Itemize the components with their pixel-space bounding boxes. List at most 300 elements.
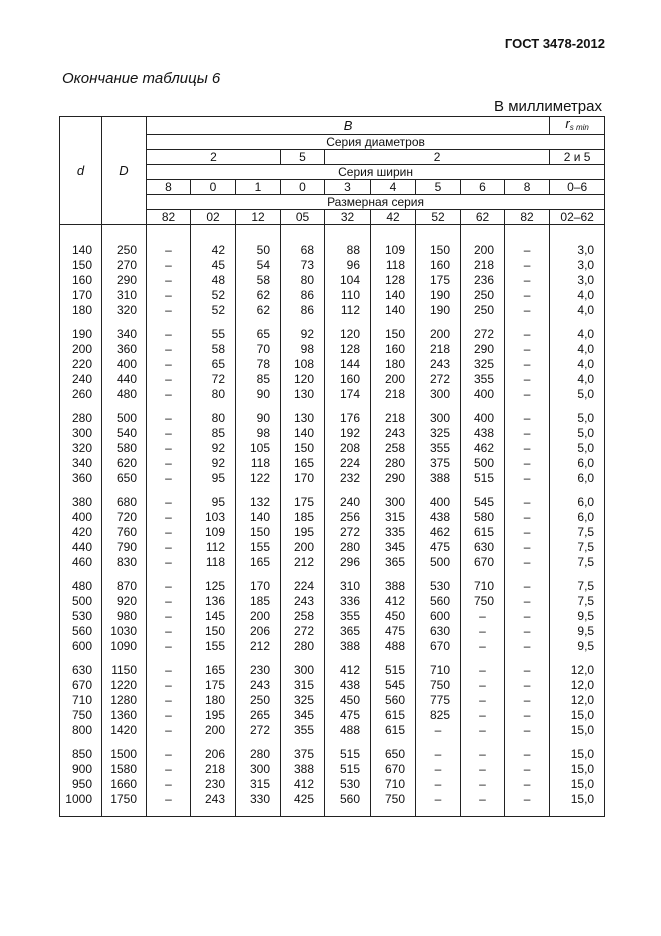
table-cell: 388 xyxy=(281,762,325,777)
table-cell: 345 xyxy=(371,540,416,555)
table-cell: 480 xyxy=(102,387,147,402)
table-cell: 412 xyxy=(325,663,371,678)
table-cell: 680 xyxy=(102,495,147,510)
table-cell: 136 xyxy=(191,594,236,609)
table-cell: 450 xyxy=(371,609,416,624)
table-cell: 315 xyxy=(281,678,325,693)
spacer-cell xyxy=(102,318,147,327)
table-cell: – xyxy=(505,663,550,678)
table-cell: 750 xyxy=(60,708,102,723)
table-cell: 340 xyxy=(102,327,147,342)
table-cell: 176 xyxy=(325,411,371,426)
group-spacer xyxy=(60,807,605,817)
table-cell: 4,0 xyxy=(550,288,605,303)
table-cell: – xyxy=(461,693,505,708)
table-cell: 250 xyxy=(461,288,505,303)
spacer-cell xyxy=(60,318,102,327)
spacer-cell xyxy=(102,402,147,411)
table-cell: 400 xyxy=(102,357,147,372)
table-cell: – xyxy=(147,663,191,678)
table-cell: 300 xyxy=(371,495,416,510)
group-spacer xyxy=(60,570,605,579)
table-cell: – xyxy=(505,594,550,609)
width-series-cell: 1 xyxy=(236,180,281,195)
table-cell: 260 xyxy=(60,387,102,402)
table-row xyxy=(60,609,605,624)
table-cell: 438 xyxy=(325,678,371,693)
table-cell: 80 xyxy=(191,387,236,402)
spacer-cell xyxy=(371,486,416,495)
spacer-cell xyxy=(102,738,147,747)
spacer-cell xyxy=(550,654,605,663)
table-row xyxy=(60,762,605,777)
table-cell: 192 xyxy=(325,426,371,441)
table-cell: – xyxy=(147,624,191,639)
table-cell: – xyxy=(505,327,550,342)
table-cell: – xyxy=(461,663,505,678)
table-row xyxy=(60,495,605,510)
table-row xyxy=(60,387,605,402)
table-cell: 160 xyxy=(325,372,371,387)
table-cell: – xyxy=(505,243,550,258)
table-cell: 3,0 xyxy=(550,258,605,273)
table-cell: – xyxy=(505,342,550,357)
spacer-cell xyxy=(325,225,371,235)
table-cell: 195 xyxy=(191,708,236,723)
group-spacer xyxy=(60,486,605,495)
spacer-cell xyxy=(236,318,281,327)
table-cell: – xyxy=(147,594,191,609)
table-cell: 236 xyxy=(461,273,505,288)
table-cell: 208 xyxy=(325,441,371,456)
table-cell: 85 xyxy=(191,426,236,441)
dimension-series-cell: 52 xyxy=(416,210,461,225)
table-cell: 230 xyxy=(191,777,236,792)
dimension-series-cell: 02 xyxy=(191,210,236,225)
table-cell: 800 xyxy=(60,723,102,738)
table-cell: 460 xyxy=(60,555,102,570)
table-cell: 256 xyxy=(325,510,371,525)
table-cell: 280 xyxy=(371,456,416,471)
spacer-cell xyxy=(191,402,236,411)
table-cell: – xyxy=(147,555,191,570)
table-cell: 340 xyxy=(60,456,102,471)
table-cell: 400 xyxy=(60,510,102,525)
table-cell: 218 xyxy=(416,342,461,357)
table-cell: – xyxy=(505,471,550,486)
spacer-cell xyxy=(505,654,550,663)
spacer-cell xyxy=(147,486,191,495)
table-cell: – xyxy=(147,327,191,342)
table-cell: 155 xyxy=(236,540,281,555)
spacer-cell xyxy=(102,234,147,243)
spacer-cell xyxy=(236,807,281,817)
table-cell: 650 xyxy=(102,471,147,486)
table-cell: 5,0 xyxy=(550,411,605,426)
dimension-series-cell: 32 xyxy=(325,210,371,225)
table-cell: 560 xyxy=(325,792,371,807)
table-cell: 440 xyxy=(60,540,102,555)
table-cell: – xyxy=(147,357,191,372)
table-cell: – xyxy=(147,792,191,807)
dimension-series-cell: 05 xyxy=(281,210,325,225)
group-spacer xyxy=(60,654,605,663)
group-spacer xyxy=(60,225,605,235)
spacer-cell xyxy=(191,654,236,663)
width-series-cell: 3 xyxy=(325,180,371,195)
table-cell: 300 xyxy=(60,426,102,441)
table-cell: 950 xyxy=(60,777,102,792)
table-cell: 272 xyxy=(461,327,505,342)
col-header-B: B xyxy=(147,117,550,135)
table-cell: – xyxy=(505,273,550,288)
table-cell: 1420 xyxy=(102,723,147,738)
spacer-cell xyxy=(191,486,236,495)
table-cell: 95 xyxy=(191,495,236,510)
table-cell: 450 xyxy=(325,693,371,708)
table-cell: 190 xyxy=(416,288,461,303)
table-cell: 1500 xyxy=(102,747,147,762)
table-cell: 15,0 xyxy=(550,723,605,738)
table-cell: 212 xyxy=(281,555,325,570)
table-cell: 300 xyxy=(281,663,325,678)
table-cell: – xyxy=(147,708,191,723)
table-cell: – xyxy=(505,387,550,402)
table-cell: – xyxy=(505,303,550,318)
table-cell: 710 xyxy=(60,693,102,708)
table-cell: 296 xyxy=(325,555,371,570)
spacer-cell xyxy=(416,234,461,243)
table-cell: – xyxy=(505,510,550,525)
table-cell: 70 xyxy=(236,342,281,357)
table-cell: 630 xyxy=(416,624,461,639)
spacer-cell xyxy=(147,402,191,411)
table-cell: – xyxy=(505,357,550,372)
spacer-cell xyxy=(60,225,102,235)
table-cell: 4,0 xyxy=(550,342,605,357)
width-series-cell: 4 xyxy=(371,180,416,195)
table-cell: 125 xyxy=(191,579,236,594)
spacer-cell xyxy=(191,738,236,747)
spacer-cell xyxy=(147,318,191,327)
table-cell: 80 xyxy=(191,411,236,426)
table-cell: – xyxy=(461,624,505,639)
table-cell: 310 xyxy=(325,579,371,594)
table-row xyxy=(60,555,605,570)
table-cell: 670 xyxy=(461,555,505,570)
table-cell: 150 xyxy=(281,441,325,456)
table-cell: – xyxy=(147,387,191,402)
group-spacer xyxy=(60,402,605,411)
table-cell: – xyxy=(505,693,550,708)
spacer-cell xyxy=(461,654,505,663)
spacer-cell xyxy=(60,807,102,817)
table-row xyxy=(60,525,605,540)
table-cell: – xyxy=(147,525,191,540)
table-cell: 230 xyxy=(236,663,281,678)
table-cell: – xyxy=(461,747,505,762)
spacer-cell xyxy=(60,402,102,411)
table-cell: 530 xyxy=(325,777,371,792)
spacer-cell xyxy=(461,225,505,235)
units-note: В миллиметрах xyxy=(494,98,602,115)
spacer-cell xyxy=(325,234,371,243)
table-body xyxy=(60,225,605,817)
spacer-cell xyxy=(416,318,461,327)
table-cell: 270 xyxy=(102,258,147,273)
table-cell: 6,0 xyxy=(550,456,605,471)
table-cell: 325 xyxy=(461,357,505,372)
table-cell: 545 xyxy=(461,495,505,510)
col-header-D: D xyxy=(102,117,147,225)
spacer-cell xyxy=(191,807,236,817)
table-cell: 48 xyxy=(191,273,236,288)
spacer-cell xyxy=(147,234,191,243)
table-cell: 1090 xyxy=(102,639,147,654)
table-cell: – xyxy=(461,639,505,654)
table-cell: 750 xyxy=(416,678,461,693)
spacer-cell xyxy=(236,402,281,411)
table-cell: – xyxy=(147,609,191,624)
table-cell: 388 xyxy=(416,471,461,486)
table-cell: 545 xyxy=(371,678,416,693)
group-spacer xyxy=(60,234,605,243)
spacer-cell xyxy=(371,738,416,747)
spacer-cell xyxy=(505,486,550,495)
table-cell: 86 xyxy=(281,303,325,318)
spacer-cell xyxy=(505,234,550,243)
spacer-cell xyxy=(325,807,371,817)
table-cell: 150 xyxy=(371,327,416,342)
table-cell: 7,5 xyxy=(550,594,605,609)
table-cell: 462 xyxy=(461,441,505,456)
spacer-cell xyxy=(416,738,461,747)
table-cell: 325 xyxy=(416,426,461,441)
table-cell: 12,0 xyxy=(550,678,605,693)
spacer-cell xyxy=(281,225,325,235)
table-cell: 300 xyxy=(416,411,461,426)
table-cell: 4,0 xyxy=(550,303,605,318)
table-cell: 870 xyxy=(102,579,147,594)
table-cell: 380 xyxy=(60,495,102,510)
table-cell: 355 xyxy=(281,723,325,738)
table-cell: 375 xyxy=(281,747,325,762)
table-cell: – xyxy=(505,609,550,624)
table-cell: 615 xyxy=(371,723,416,738)
table-cell: 7,5 xyxy=(550,540,605,555)
width-series-cell: 5 xyxy=(416,180,461,195)
table-cell: 300 xyxy=(236,762,281,777)
table-cell: 108 xyxy=(281,357,325,372)
dimensions-table xyxy=(59,116,605,817)
table-cell: 130 xyxy=(281,387,325,402)
table-cell: – xyxy=(147,639,191,654)
table-cell: 290 xyxy=(371,471,416,486)
table-cell: 62 xyxy=(236,288,281,303)
table-cell: 488 xyxy=(371,639,416,654)
table-cell: 175 xyxy=(416,273,461,288)
spacer-cell xyxy=(325,570,371,579)
spacer-cell xyxy=(461,486,505,495)
diameter-series-cell: 2 xyxy=(325,150,550,165)
table-row xyxy=(60,708,605,723)
table-cell: 5,0 xyxy=(550,387,605,402)
table-cell: 320 xyxy=(102,303,147,318)
width-series-cell: 6 xyxy=(461,180,505,195)
spacer-cell xyxy=(550,738,605,747)
spacer-cell xyxy=(60,234,102,243)
table-cell: 92 xyxy=(191,441,236,456)
table-cell: 150 xyxy=(236,525,281,540)
table-row xyxy=(60,792,605,807)
table-cell: 120 xyxy=(281,372,325,387)
table-cell: 160 xyxy=(371,342,416,357)
table-cell: – xyxy=(147,303,191,318)
table-cell: 15,0 xyxy=(550,747,605,762)
spacer-cell xyxy=(461,234,505,243)
table-cell: 850 xyxy=(60,747,102,762)
table-cell: 224 xyxy=(281,579,325,594)
table-cell: 120 xyxy=(325,327,371,342)
table-cell: 58 xyxy=(236,273,281,288)
table-cell: 670 xyxy=(416,639,461,654)
table-cell: 15,0 xyxy=(550,708,605,723)
table-cell: 52 xyxy=(191,288,236,303)
spacer-cell xyxy=(236,738,281,747)
table-cell: – xyxy=(505,723,550,738)
spacer-cell xyxy=(102,807,147,817)
table-cell: 6,0 xyxy=(550,471,605,486)
table-cell: 615 xyxy=(461,525,505,540)
spacer-cell xyxy=(236,234,281,243)
table-cell: 170 xyxy=(281,471,325,486)
spacer-cell xyxy=(147,807,191,817)
table-cell: 175 xyxy=(191,678,236,693)
spacer-cell xyxy=(461,807,505,817)
table-cell: – xyxy=(505,426,550,441)
table-cell: – xyxy=(461,708,505,723)
table-cell: 110 xyxy=(325,288,371,303)
table-cell: 105 xyxy=(236,441,281,456)
spacer-cell xyxy=(371,654,416,663)
spacer-cell xyxy=(236,225,281,235)
table-row xyxy=(60,456,605,471)
table-cell: 1030 xyxy=(102,624,147,639)
table-row xyxy=(60,594,605,609)
table-cell: 250 xyxy=(102,243,147,258)
table-cell: 515 xyxy=(325,762,371,777)
table-cell: – xyxy=(147,258,191,273)
table-cell: 90 xyxy=(236,387,281,402)
spacer-cell xyxy=(325,318,371,327)
table-cell: 500 xyxy=(461,456,505,471)
spacer-cell xyxy=(236,570,281,579)
table-cell: 1280 xyxy=(102,693,147,708)
dimension-series-cell: 82 xyxy=(147,210,191,225)
table-row xyxy=(60,777,605,792)
table-cell: 200 xyxy=(60,342,102,357)
table-cell: – xyxy=(147,342,191,357)
table-cell: 128 xyxy=(325,342,371,357)
table-cell: 145 xyxy=(191,609,236,624)
spacer-cell xyxy=(281,738,325,747)
table-cell: – xyxy=(147,243,191,258)
width-series-cell: 0 xyxy=(191,180,236,195)
table-cell: 720 xyxy=(102,510,147,525)
table-cell: 9,5 xyxy=(550,609,605,624)
table-cell: 109 xyxy=(371,243,416,258)
table-cell: 62 xyxy=(236,303,281,318)
table-cell: 530 xyxy=(416,579,461,594)
table-cell: – xyxy=(505,258,550,273)
table-row xyxy=(60,357,605,372)
table-cell: – xyxy=(505,624,550,639)
table-cell: 560 xyxy=(60,624,102,639)
table-cell: 412 xyxy=(281,777,325,792)
table-header xyxy=(60,117,605,225)
table-cell: 88 xyxy=(325,243,371,258)
table-cell: 280 xyxy=(281,639,325,654)
table-cell: 750 xyxy=(371,792,416,807)
table-cell: 140 xyxy=(60,243,102,258)
table-cell: 42 xyxy=(191,243,236,258)
table-cell: – xyxy=(147,426,191,441)
table-cell: 920 xyxy=(102,594,147,609)
table-cell: – xyxy=(505,372,550,387)
table-cell: 500 xyxy=(60,594,102,609)
table-cell: 355 xyxy=(416,441,461,456)
table-cell: 190 xyxy=(416,303,461,318)
table-cell: 212 xyxy=(236,639,281,654)
table-cell: 140 xyxy=(371,288,416,303)
table-cell: 200 xyxy=(281,540,325,555)
table-cell: 45 xyxy=(191,258,236,273)
spacer-cell xyxy=(281,486,325,495)
table-cell: 12,0 xyxy=(550,693,605,708)
table-cell: 243 xyxy=(236,678,281,693)
spacer-cell xyxy=(416,402,461,411)
table-cell: – xyxy=(147,579,191,594)
spacer-cell xyxy=(505,570,550,579)
table-cell: 280 xyxy=(236,747,281,762)
table-cell: 258 xyxy=(371,441,416,456)
table-cell: 500 xyxy=(416,555,461,570)
table-cell: 4,0 xyxy=(550,357,605,372)
table-cell: – xyxy=(147,723,191,738)
spacer-cell xyxy=(505,807,550,817)
dimension-series-cell: 62 xyxy=(461,210,505,225)
spacer-cell xyxy=(60,486,102,495)
table-cell: – xyxy=(147,762,191,777)
diameter-series-cell: 5 xyxy=(281,150,325,165)
table-row xyxy=(60,471,605,486)
spacer-cell xyxy=(416,486,461,495)
spacer-cell xyxy=(461,738,505,747)
table-row xyxy=(60,540,605,555)
table-cell: – xyxy=(147,495,191,510)
table-cell: 790 xyxy=(102,540,147,555)
table-cell: 560 xyxy=(416,594,461,609)
spacer-cell xyxy=(550,486,605,495)
table-cell: 620 xyxy=(102,456,147,471)
table-cell: 345 xyxy=(281,708,325,723)
table-cell: 150 xyxy=(60,258,102,273)
table-cell: 9,5 xyxy=(550,624,605,639)
table-cell: 775 xyxy=(416,693,461,708)
table-cell: – xyxy=(416,777,461,792)
table-caption: Окончание таблицы 6 xyxy=(62,70,221,87)
table-cell: 710 xyxy=(416,663,461,678)
